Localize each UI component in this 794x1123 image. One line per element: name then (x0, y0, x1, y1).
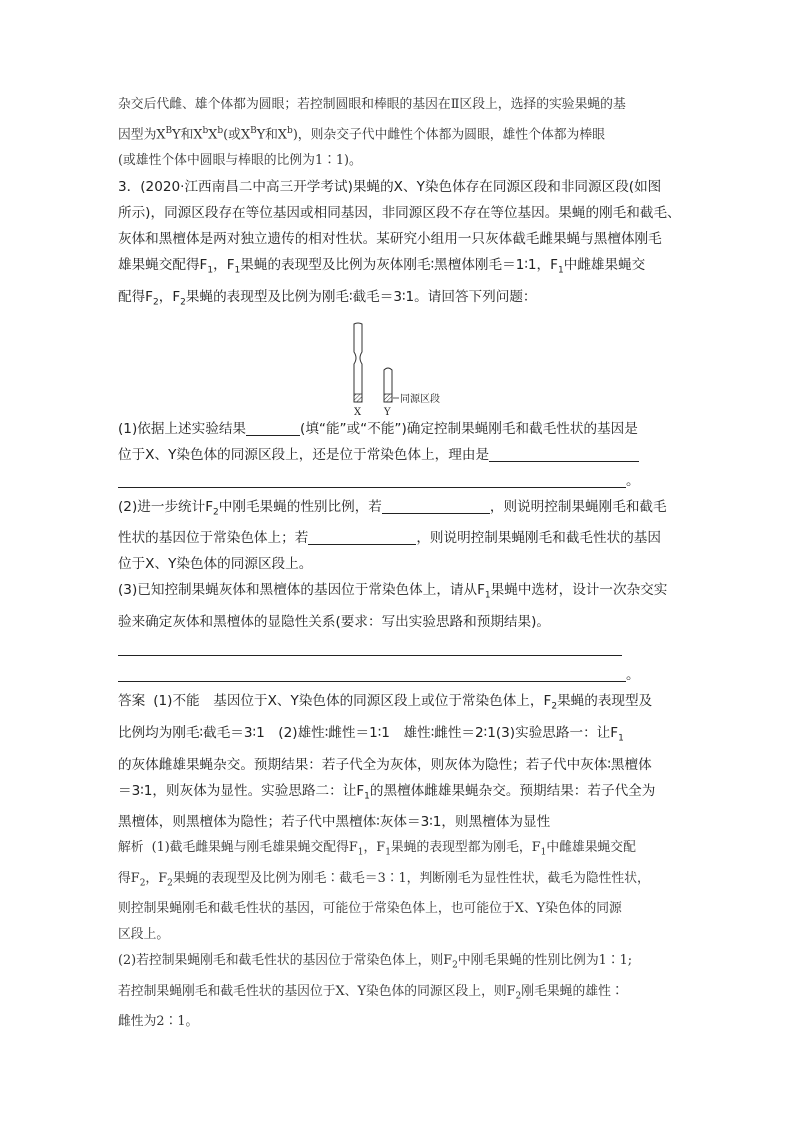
y-label: Y (384, 406, 391, 418)
q2-line-2: 性状的基因位于常染色体上；若 ，则说明控制果蝇刚毛和截毛性状的基因 (118, 530, 661, 547)
y-homologous-region (384, 394, 392, 402)
q3-answer-blank-2[interactable] (118, 667, 626, 682)
q1-reason-blank[interactable] (489, 447, 639, 462)
answer-line-2: 比例均为刚毛∶截毛＝3∶1 (2)雄性∶雌性＝1∶1 雄性∶雌性＝2∶1(3)实验思路一：让$F_1$ (118, 724, 624, 744)
question-line-2: 所示)，同源区段存在等位基因或相同基因，非同源区段不存在等位基因。果蝇的刚毛和截毛、 (118, 205, 681, 222)
answer-line-4: ＝3∶1，则灰体为显性。实验思路二：让$F_1$的黑檀体雌雄果蝇杂交。预期结果：若子代全为 (118, 782, 656, 802)
q2-line-3: 位于X、Y染色体的同源区段上。 (118, 556, 313, 573)
chromosome-figure (118, 322, 678, 418)
analysis-line-1: 解析 (1)截毛雌果蝇与刚毛雄果蝇交配得$F_1$，$F_1$果蝇的表现型都为刚毛，$F_1$中雌雄果蝇交配 (118, 840, 636, 858)
q3-line-3: 。 (118, 662, 678, 688)
analysis-line-5: (2)若控制果蝇刚毛和截毛性状的基因位于常染色体上，则$F_2$中刚毛果蝇的性别比例为1∶1; (118, 953, 633, 971)
q3-line-2: 验来确定灰体和黑檀体的显隐性关系(要求：写出实验思路和预期结果)。 (118, 614, 551, 631)
analysis-line-7: 雌性为2∶1。 (118, 1014, 199, 1030)
region-label: 同源区段 (400, 393, 440, 405)
x-chromosome (354, 323, 362, 402)
q3-answer-blank-1[interactable] (118, 635, 622, 656)
analysis-line-2: 得$F_2$，$F_2$果蝇的表现型及比例为刚毛∶截毛＝3∶1，判断刚毛为显性性状，截毛为隐性性状， (118, 870, 650, 889)
q1-reason-blank-2[interactable] (118, 473, 626, 488)
q2-line-1: (2)进一步统计$F_2$中刚毛果蝇的性别比例，若 ，则说明控制果蝇刚毛和截毛 (118, 498, 667, 518)
intro-line-2: 因型为$X^BY$和$X^bX^b$(或$X^BY$和$X^b$)，则杂交子代中雌性个体都为圆眼，雄性个体都为棒眼 (118, 126, 605, 143)
question-line-4: 雄果蝇交配得$F_1$，$F_1$果蝇的表现型及比例为灰体刚毛∶黑檀体刚毛＝1∶1，$F_1$中雌雄果蝇交 (118, 257, 646, 276)
q1-line-3: 。 (118, 468, 678, 494)
q1-answer-blank[interactable] (246, 421, 300, 436)
question-line-3: 灰体和黑檀体是两对独立遗传的相对性状。某研究小组用一只灰体截毛雌果蝇与黑檀体刚毛 (118, 231, 662, 248)
intro-line-3: (或雄性个体中圆眼与棒眼的比例为1∶1)。 (118, 153, 362, 169)
intro-line-1: 杂交后代雌、雄个体都为圆眼；若控制圆眼和棒眼的基因在Ⅱ区段上，选择的实验果蝇的基 (118, 97, 626, 112)
q2-blank-1[interactable] (382, 499, 490, 514)
analysis-label: 解析 (118, 840, 144, 856)
answer-label: 答案 (118, 693, 146, 710)
q3-line-1: (3)已知控制果蝇灰体和黑檀体的基因位于常染色体上，请从$F_1$果蝇中选材，设计一次杂交实 (118, 582, 668, 602)
document-page (118, 92, 681, 1035)
analysis-line-4: 区段上。 (118, 927, 170, 943)
x-label: X (354, 406, 362, 418)
y-chromosome (384, 368, 392, 402)
answer-line-5: 黑檀体，则黑檀体为隐性；若子代中黑檀体∶灰体＝3∶1，则黑檀体为显性 (118, 814, 551, 831)
answer-line-3: 的灰体雌雄果蝇杂交。预期结果：若子代全为灰体，则灰体为隐性；若子代中灰体∶黑檀体 (118, 756, 652, 773)
question-line-5: 配得$F_2$，$F_2$果蝇的表现型及比例为刚毛∶截毛＝3∶1。请回答下列问题： (118, 288, 537, 308)
q1-line-1: (1)依据上述实验结果 (填“能”或“不能”)确定控制果蝇刚毛和截毛性状的基因是 (118, 420, 638, 437)
chromosome-diagram (118, 322, 678, 418)
x-homologous-region (354, 394, 362, 402)
q2-blank-2[interactable] (308, 530, 416, 545)
q1-line-2: 位于X、Y染色体的同源区段上，还是位于常染色体上，理由是 (118, 442, 678, 468)
analysis-line-6: 若控制果蝇刚毛和截毛性状的基因位于X、Y染色体的同源区段上，则$F_2$刚毛果蝇的雄性∶ (118, 983, 624, 1002)
analysis-line-3: 则控制果蝇刚毛和截毛性状的基因，可能位于常染色体上，也可能位于X、Y染色体的同源 (118, 901, 622, 917)
question-line-1: 3．(2020·江西南昌二中高三开学考试)果蝇的X、Y染色体存在同源区段和非同源区段(如图 (118, 179, 662, 196)
answer-line-1: 答案 (1)不能 基因位于X、Y染色体的同源区段上或位于常染色体上，$F_2$果蝇的表现型及 (118, 693, 653, 712)
